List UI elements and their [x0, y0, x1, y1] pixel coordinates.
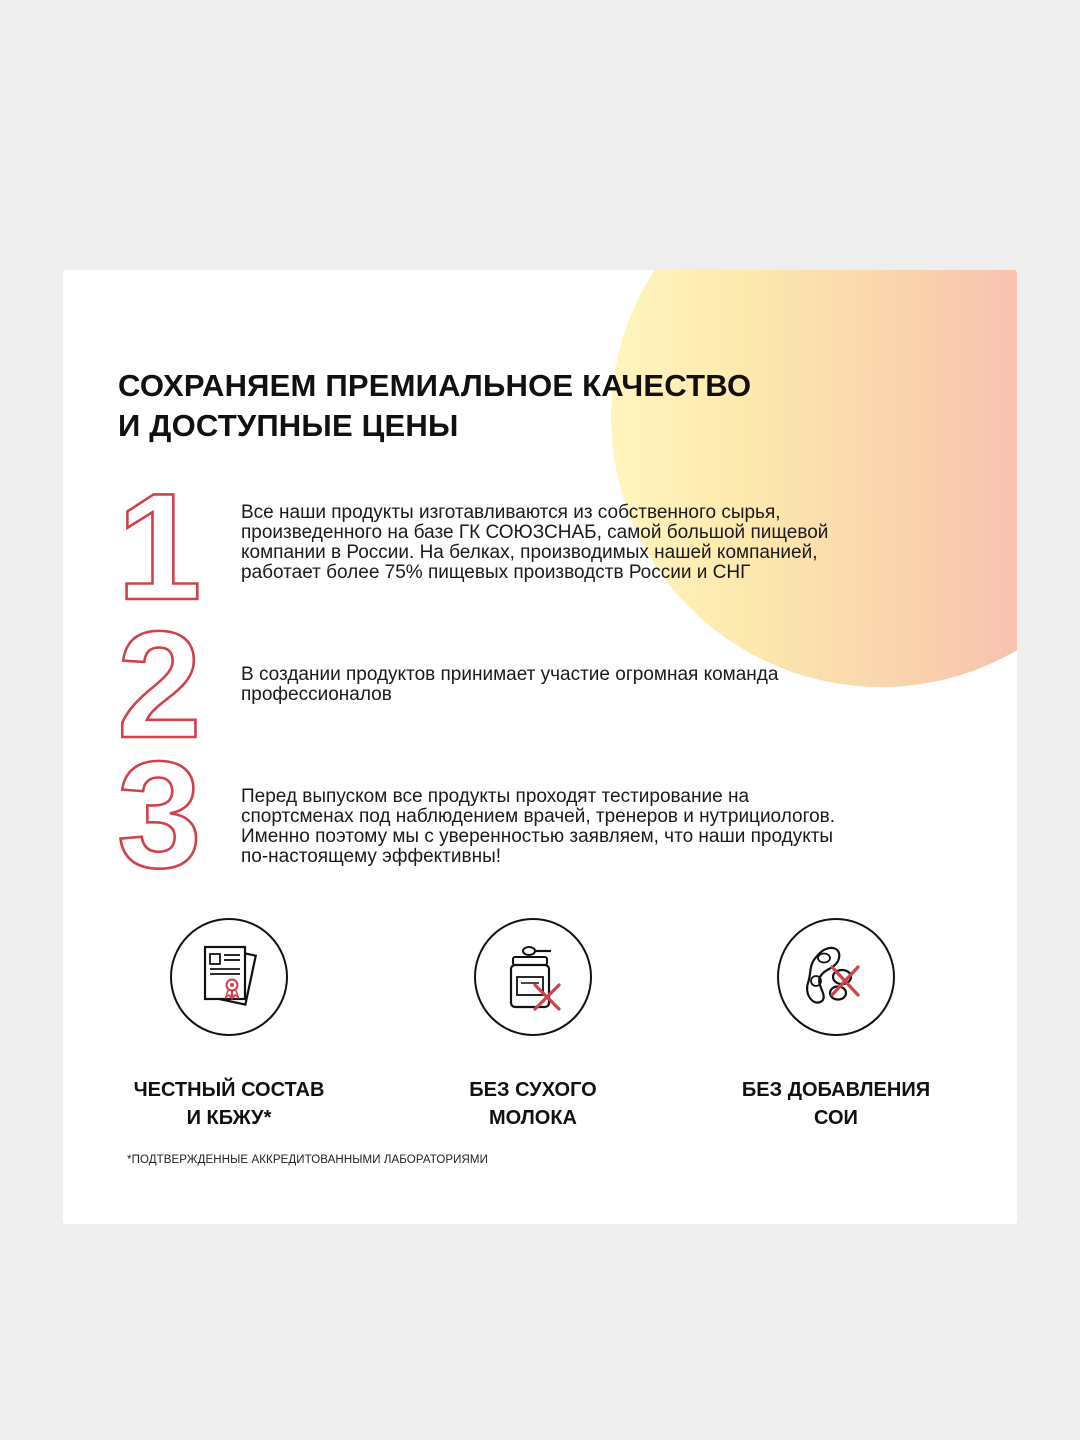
item-1-line: работает более 75% пищевых производств России и СНГ — [241, 562, 751, 583]
feature-label-line: МОЛОКА — [489, 1107, 577, 1129]
feature-label-line: БЕЗ СУХОГО — [469, 1079, 597, 1101]
feature-icon-ring — [170, 918, 288, 1036]
number-3-glyph: 3 — [117, 750, 202, 870]
no-milk-powder-icon — [495, 939, 571, 1015]
feature-honest-composition — [79, 918, 379, 1132]
item-3-line: Именно поэтому мы с уверенностью заявляем, что наши продукты — [241, 826, 834, 847]
info-card — [63, 270, 1017, 1224]
number-1-outline — [115, 482, 225, 602]
item-1-line: компании в России. На белках, производимых нашей компанией, — [241, 542, 818, 563]
feature-icon-ring — [474, 918, 592, 1036]
feature-label — [686, 1076, 986, 1132]
feature-label — [79, 1076, 379, 1132]
feature-no-soy — [686, 918, 986, 1132]
gradient-circle-decoration — [611, 270, 1017, 687]
item-2-text — [241, 665, 961, 705]
certificate-icon — [191, 939, 267, 1015]
item-1-text — [241, 503, 961, 583]
item-3-text — [241, 787, 961, 867]
number-2-glyph: 2 — [117, 620, 202, 740]
item-3-line: спортсменах под наблюдением врачей, тренеров и нутрициологов. — [241, 806, 836, 827]
title-line-1: СОХРАНЯЕМ ПРЕМИАЛЬНОЕ КАЧЕСТВО — [118, 368, 752, 403]
item-2-line: профессионалов — [241, 684, 392, 705]
item-1-line: произведенного на базе ГК СОЮЗСНАБ, самой большой пищевой — [241, 522, 829, 543]
feature-label — [383, 1076, 683, 1132]
feature-no-milk-powder — [383, 918, 683, 1132]
number-1-glyph: 1 — [117, 482, 202, 602]
feature-label-line: ЧЕСТНЫЙ СОСТАВ — [133, 1079, 325, 1101]
footnote: *ПОДТВЕРЖДЕННЫЕ АККРЕДИТОВАННЫМИ ЛАБОРАТОРИЯМИ — [127, 1154, 488, 1166]
item-3-line: Перед выпуском все продукты проходят тестирование на — [241, 786, 750, 807]
feature-label-line: БЕЗ ДОБАВЛЕНИЯ — [741, 1079, 931, 1101]
title-line-2: И ДОСТУПНЫЕ ЦЕНЫ — [118, 408, 459, 443]
number-3-outline — [115, 750, 225, 870]
feature-label-line: И КБЖУ* — [186, 1107, 272, 1129]
item-1-line: Все наши продукты изготавливаются из собственного сырья, — [241, 502, 781, 523]
feature-icon-ring — [777, 918, 895, 1036]
page-title — [118, 366, 751, 446]
item-2-line: В создании продуктов принимает участие огромная команда — [241, 664, 779, 685]
item-3-line: по-настоящему эффективны! — [241, 846, 502, 867]
feature-label-line: СОИ — [814, 1107, 858, 1129]
number-2-outline — [115, 620, 225, 740]
no-soy-icon — [798, 939, 874, 1015]
